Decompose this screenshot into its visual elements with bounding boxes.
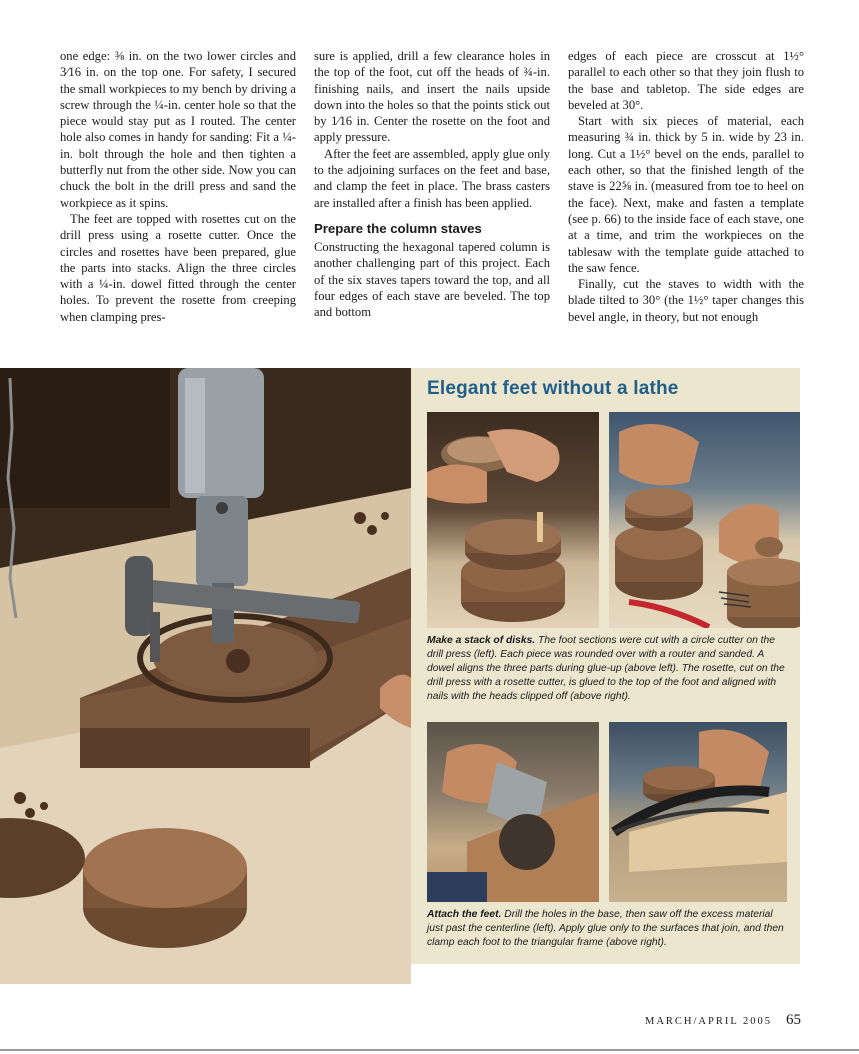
body-paragraph: sure is applied, drill a few clearance holes in the top of the foot, cut off the heads of ¾-in. finishing nails, and insert the nails upside down into the holes so that the points stick out by 1⁄16 in. Center the rosette on the foot and apply pressure. bbox=[314, 49, 550, 145]
page-footer bbox=[645, 1011, 801, 1029]
body-paragraph: Start with six pieces of material, each measuring ¾ in. thick by 5 in. wide by 23 in. long. Cut a 1½° bevel on the ends, parallel to each other, so that the finished length of the stave is 22⅝ in. (measured from toe to heel on the face). Next, make and fasten a template (see p. 66) to the inside face of each stave, one at a time, and trim the workpieces on the tablesaw with the template guide attached to the saw fence. bbox=[568, 114, 804, 275]
body-paragraph: Finally, cut the staves to width with the blade tilted to 30° (the 1½° taper changes this bevel angle, in theory, but not enough bbox=[568, 277, 804, 324]
sidebar-title: Elegant feet without a lathe bbox=[427, 378, 679, 399]
caption-lead: Attach the feet. bbox=[427, 909, 502, 920]
body-paragraph: The feet are topped with rosettes cut on the drill press using a rosette cutter. Once the circles and rosettes have been prepared, glue the parts into stacks. Align the three circles with a ¼-in. dowel fitted through the center holes. To prevent the rosette from creeping when clamping pres- bbox=[60, 211, 296, 324]
body-paragraph: Constructing the hexagonal tapered column is another challenging part of this project. Each of the six staves tapers toward the top, and all four edges of each stave are beveled. The top and bottom bbox=[314, 239, 550, 320]
body-paragraph: one edge: ⅜ in. on the two lower circles and 3⁄16 in. on the top one. For safety, I secured the small workpieces to my bench by driving a screw through the ¼-in. center hole so that the piece would stay put as I routed. The center hole also comes in handy for sanding: Fit a ¼-in. bolt through the hole and then tighten a butterfly nut from the other side. Now you can chuck the bolt in the drill press and sand the workpiece as it spins. bbox=[60, 49, 296, 210]
caption-lead: Make a stack of disks. bbox=[427, 635, 536, 646]
text-column-3 bbox=[568, 48, 804, 325]
issue-date: MARCH/APRIL 2005 bbox=[645, 1016, 772, 1027]
rosette-nail-photo bbox=[609, 412, 800, 628]
saw-excess-photo bbox=[427, 722, 599, 902]
body-paragraph: After the feet are assembled, apply glue only to the adjoining surfaces on the feet and base, and clamp the feet in place. The brass casters are installed after a finish has been applied. bbox=[314, 146, 550, 210]
dowel-glue-up-photo bbox=[427, 412, 599, 628]
caption-attach-feet bbox=[427, 908, 789, 950]
caption-text: Drill the holes in the base, then saw off the excess material just past the centerline (left). Apply glue only to the surfaces that join, and then clamp each foot to the triangular frame (above right). bbox=[427, 909, 784, 948]
text-column-1 bbox=[60, 48, 296, 325]
caption-stack-disks bbox=[427, 634, 789, 704]
clamp-foot-photo bbox=[609, 722, 787, 902]
text-column-2 bbox=[314, 48, 550, 320]
drill-press-illustration bbox=[0, 368, 411, 984]
caption-text: The foot sections were cut with a circle cutter on the drill press (left). Each piece was rounded over with a router and sanded. A dowel aligns the three parts during glue-up (above left). The rosette, cut on the drill press with a rosette cutter, is glued to the top of the foot and aligned with nails with the heads clipped off (above right). bbox=[427, 635, 785, 702]
page-number: 65 bbox=[786, 1012, 801, 1028]
drill-press-photo bbox=[0, 368, 411, 984]
section-heading: Prepare the column staves bbox=[314, 220, 482, 236]
sidebar-panel bbox=[411, 368, 800, 964]
bottom-rule bbox=[0, 1049, 859, 1051]
body-paragraph: edges of each piece are crosscut at 1½° parallel to each other so that they join flush to the base and tabletop. The side edges are beveled at 30°. bbox=[568, 49, 804, 112]
